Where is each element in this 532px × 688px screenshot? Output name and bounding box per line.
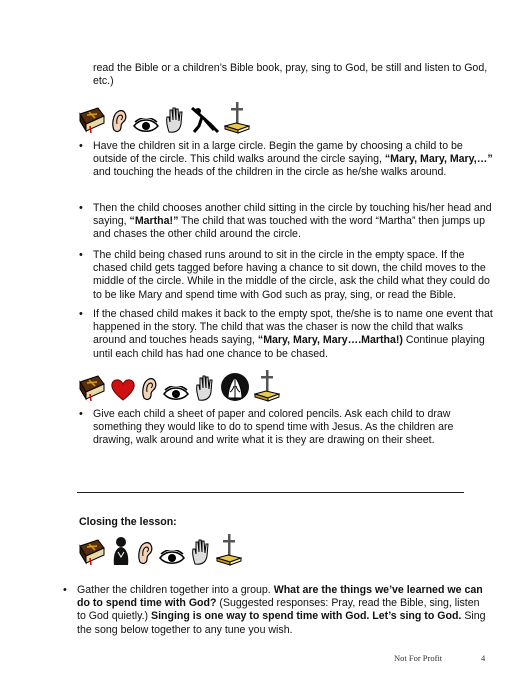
bible-icon xyxy=(78,104,106,134)
closing-question: What are the things we’ve learned we can do to spend time with God? xyxy=(77,584,483,610)
section-divider xyxy=(77,492,464,493)
activity-icon-row-3 xyxy=(78,532,242,566)
hand-icon xyxy=(194,374,216,402)
heart-icon xyxy=(110,378,136,402)
stretching-person-icon xyxy=(190,106,220,134)
eye-icon xyxy=(158,550,186,566)
activity-icon-row-1 xyxy=(78,100,250,134)
bullet-dot: • xyxy=(79,308,83,320)
activity-icon-row-2 xyxy=(78,368,280,402)
bullet-5-text: Give each child a sheet of paper and colored pencils. Ask each child to draw something they would like to do to spend time with Jesus. As the children are drawing, walk around and write what it is they are drawing on their sheet. xyxy=(93,408,454,447)
closing-singing: Singing is one way to spend time with God. Let’s sing to God. xyxy=(151,610,462,623)
hand-icon xyxy=(164,106,186,134)
bullet-4-bold: “Mary, Mary, Mary….Martha!) xyxy=(257,334,403,347)
hand-icon xyxy=(190,538,212,566)
bullet-1-text-end: and touching the heads of the children in the circle as he/she walks around. xyxy=(93,166,447,179)
bullet-dot: • xyxy=(79,408,83,420)
closing-text-2: (Suggested responses: Pray, read the Bible, sing, listen to God quietly.) xyxy=(77,597,480,623)
instruction-bullet-2 xyxy=(93,202,493,242)
intro-text: read the Bible or a children’s Bible book, pray, sing to God, be still and listen to God, etc.) xyxy=(93,62,488,88)
bullet-2-bold: “Martha!” xyxy=(129,215,179,228)
bullet-dot: • xyxy=(63,584,67,596)
praying-hands-icon xyxy=(220,372,250,402)
bullet-dot: • xyxy=(79,140,83,152)
closing-bullet xyxy=(77,584,487,637)
instruction-bullet-4 xyxy=(93,308,493,361)
bullet-4-text-end: Continue playing until each child has had one chance to be chased. xyxy=(93,334,485,360)
closing-text-1: Gather the children together into a group. xyxy=(77,584,274,596)
instruction-bullet-1 xyxy=(93,140,493,180)
page-footer xyxy=(394,652,486,665)
cross-bible-icon xyxy=(216,532,242,566)
ear-icon xyxy=(136,540,154,566)
ear-icon xyxy=(110,108,128,134)
intro-paragraph xyxy=(93,62,493,88)
bullet-1-bold: “Mary, Mary, Mary,…” xyxy=(384,153,493,166)
bullet-4-text: If the chased child makes it back to the empty spot, the/she is to name one event that happened in the story. The child that was the chaser is now the child that walks around and touches heads saying, xyxy=(93,308,493,347)
bullet-1-text: Have the children sit in a large circle. Begin the game by choosing a child to be outside of the circle. This child walks around the circle saying, xyxy=(93,140,463,166)
cross-bible-icon xyxy=(224,100,250,134)
page-number: 4 xyxy=(481,653,486,663)
kneeling-child-icon xyxy=(110,536,132,566)
instruction-bullet-5 xyxy=(93,408,493,448)
ear-icon xyxy=(140,376,158,402)
bullet-2-text-end: The child that was touched with the word “Martha” then jumps up and chases the other child around the circle. xyxy=(93,215,485,241)
closing-heading: Closing the lesson: xyxy=(79,516,177,528)
footer-text: Not For Profit xyxy=(394,653,443,663)
bible-icon xyxy=(78,536,106,566)
cross-bible-icon xyxy=(254,368,280,402)
bullet-2-text: Then the child chooses another child sitting in the circle by touching his/her head and saying, xyxy=(93,202,492,228)
closing-text-3: Sing the song below together to any tune you wish. xyxy=(77,610,486,636)
bullet-dot: • xyxy=(79,249,83,261)
bible-icon xyxy=(78,372,106,402)
bullet-dot: • xyxy=(79,202,83,214)
instruction-bullet-3 xyxy=(93,249,493,302)
eye-icon xyxy=(132,118,160,134)
eye-icon xyxy=(162,386,190,402)
bullet-3-text: The child being chased runs around to sit in the circle in the empty space. If the chased child gets tagged before having a chance to sit down, the child moves to the middle of the circle. While in the middle of the circle, ask the child what they could do to be like Mary and spend time with God such as pray, sing, or read the Bible. xyxy=(93,249,490,301)
